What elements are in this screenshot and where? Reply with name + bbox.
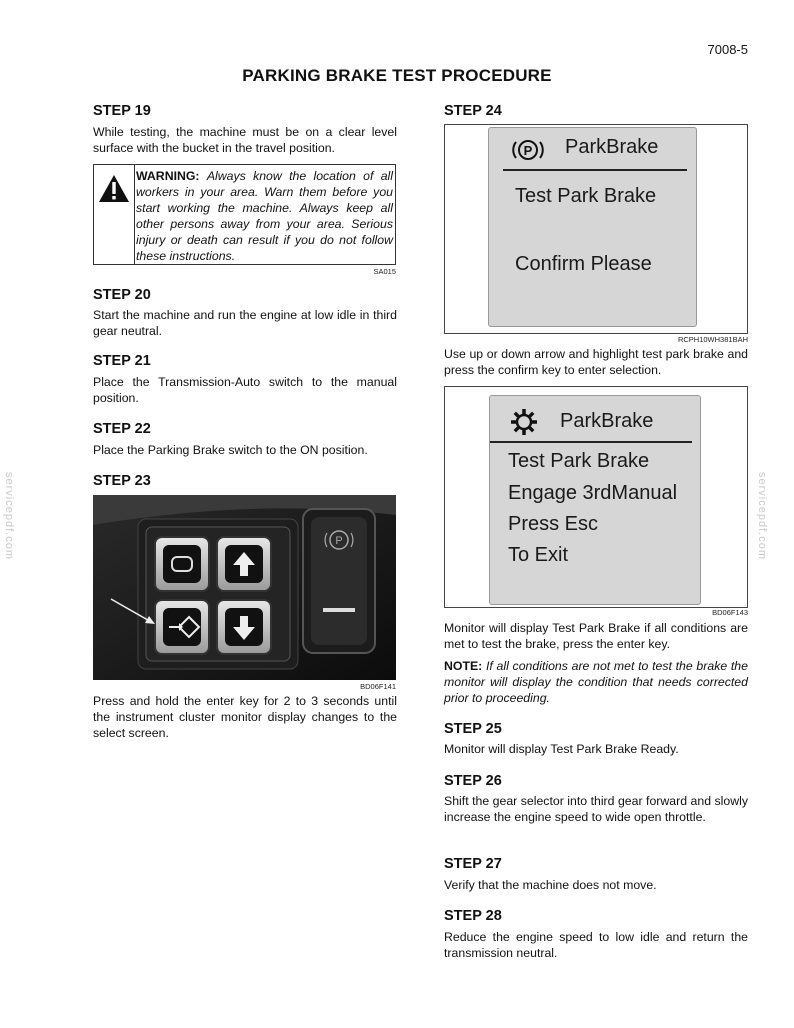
screen-1-line-1: Test Park Brake (515, 185, 657, 207)
step-21-heading: STEP 21 (93, 353, 151, 369)
step-22-text: Place the Parking Brake switch to the ON position. (93, 443, 368, 457)
keypad-key-top-left (155, 537, 209, 591)
keypad-key-down (217, 600, 271, 654)
step-21-text: Place the Transmission-Auto switch to the manual position. (93, 375, 397, 405)
step-26-heading: STEP 26 (444, 773, 502, 789)
note-text: If all conditions are not met to test the brake the monitor will display the condition that needs corrected prior to proceeding. (444, 659, 748, 705)
step-24-text-1: Use up or down arrow and highlight test park brake and press the confirm key to enter selection. (444, 347, 748, 377)
step-27-heading: STEP 27 (444, 856, 502, 872)
screen-1-header: ParkBrake (565, 136, 659, 158)
screen-1-divider (503, 169, 687, 171)
step-27-text: Verify that the machine does not move. (444, 878, 657, 892)
screen-2-line-3: Press Esc (508, 513, 599, 535)
screen-2-code: BD06F143 (712, 608, 748, 617)
watermark-left: servicepdf.com (2, 472, 15, 560)
step-23-text: Press and hold the enter key for 2 to 3 seconds until the instrument cluster monitor display changes to the select screen. (93, 694, 397, 740)
park-brake-p-icon (511, 137, 545, 168)
keypad-photo (93, 495, 396, 680)
svg-text:P: P (523, 143, 533, 158)
screen-2-line-2: Engage 3rdManual (508, 482, 678, 504)
warning-text (136, 168, 393, 264)
step-28-text: Reduce the engine speed to low idle and return the transmission neutral. (444, 930, 748, 960)
step-22-heading: STEP 22 (93, 421, 151, 437)
gear-icon (510, 408, 538, 441)
photo-figure-code: BD06F141 (360, 682, 396, 691)
step-26-text: Shift the gear selector into third gear forward and slowly increase the engine speed to wide open throttle. (444, 794, 748, 824)
keypad-key-up (217, 537, 271, 591)
monitor-screen-2-frame (444, 386, 748, 608)
step-20-heading: STEP 20 (93, 287, 151, 303)
monitor-screen-1 (488, 127, 697, 327)
step-24-text-2: Monitor will display Test Park Brake if all conditions are met to test the brake, press the enter key. (444, 621, 748, 651)
page-number: 7008-5 (707, 42, 748, 57)
step-24-heading: STEP 24 (444, 103, 502, 119)
step-20-text: Start the machine and run the engine at low idle in third gear neutral. (93, 308, 397, 338)
watermark-right: servicepdf.com (755, 472, 768, 560)
screen-2-header: ParkBrake (560, 410, 654, 432)
screen-1-code: RCPH10WH381BAH (677, 335, 748, 344)
warning-code: SA015 (373, 267, 396, 276)
step-28-heading: STEP 28 (444, 908, 502, 924)
screen-2-line-1: Test Park Brake (508, 450, 650, 472)
warning-triangle-icon (94, 165, 135, 264)
note-label: NOTE: (444, 659, 483, 673)
warning-message: Always know the location of all workers in your area. Warn them before you start working the machine. Always keep all other persons away from your area. Serious injury or death can result if you do not follow these instructions. (136, 169, 393, 263)
warning-box (93, 164, 396, 265)
page-title: PARKING BRAKE TEST PROCEDURE (242, 66, 552, 85)
step-23-heading: STEP 23 (93, 473, 151, 489)
monitor-screen-2 (489, 395, 701, 605)
note (444, 658, 748, 706)
step-25-heading: STEP 25 (444, 721, 502, 737)
screen-2-divider (490, 441, 692, 443)
keypad-key-enter (155, 600, 209, 654)
screen-2-line-4: To Exit (508, 544, 569, 566)
step-19-text: While testing, the machine must be on a clear level surface with the bucket in the travel position. (93, 125, 397, 155)
monitor-screen-1-frame (444, 124, 748, 334)
step-25-text: Monitor will display Test Park Brake Ready. (444, 742, 679, 756)
svg-text:P: P (335, 535, 343, 547)
screen-1-line-2: Confirm Please (515, 253, 652, 275)
warning-label: WARNING: (136, 169, 200, 183)
step-19-heading: STEP 19 (93, 103, 151, 119)
